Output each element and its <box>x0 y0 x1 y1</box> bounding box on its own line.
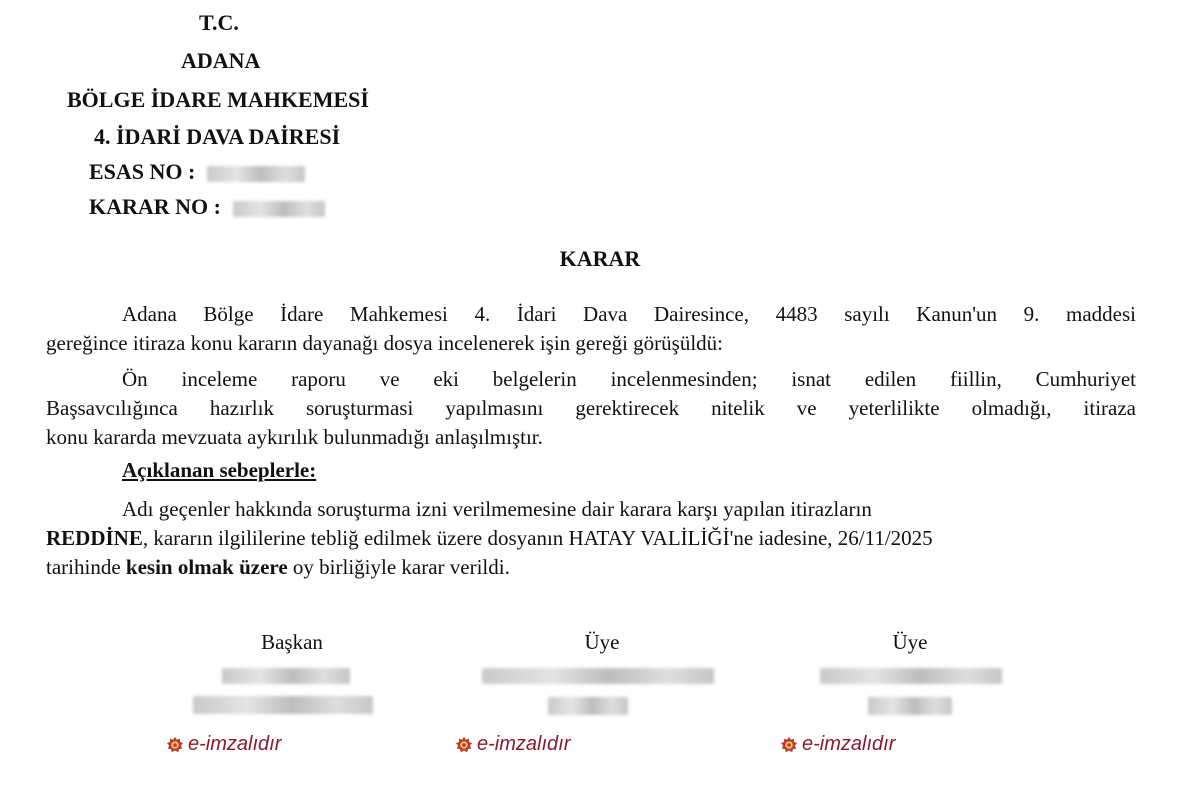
signature-role-president: Başkan <box>261 630 323 654</box>
president-esignature <box>166 733 281 756</box>
reasons-heading: Açıklanan sebeplerle: <box>122 458 317 482</box>
paragraph-3-line-1: Adı geçenler hakkında soruşturma izni verilmemesine dair karara karşı yapılan itirazların <box>122 497 872 521</box>
esas-no-label: ESAS NO : <box>89 159 196 184</box>
rejection-word: REDDİNE <box>46 526 143 550</box>
karar-no-redacted <box>233 201 325 217</box>
esas-no-row <box>89 161 305 183</box>
paragraph-1 <box>46 300 1136 358</box>
paragraph-3-line-3-start: tarihinde <box>46 555 126 579</box>
final-decision-phrase: kesin olmak üzere <box>125 555 288 579</box>
member-1-name-redacted <box>482 668 714 684</box>
member-2-esignature <box>780 733 895 756</box>
paragraph-3-line-2 <box>46 524 1136 553</box>
karar-no-label: KARAR NO : <box>89 194 221 219</box>
paragraph-2-line-1: Ön inceleme raporu ve eki belgelerin incelenmesinden; isnat edilen fiillin, Cumhuriyet <box>122 367 1136 391</box>
esignature-label: e-imzalıdır <box>477 733 571 755</box>
paragraph-2 <box>46 365 1136 452</box>
president-id-redacted <box>193 696 373 714</box>
esignature-label: e-imzalıdır <box>802 733 896 755</box>
seal-icon <box>780 736 798 754</box>
signature-role-member-2: Üye <box>892 630 928 654</box>
signature-role-member-1: Üye <box>584 630 620 654</box>
paragraph-2-line-2: Başsavcılığınca hazırlık soruşturmasi yapılmasını gerektirecek nitelik ve yeterlilikte olmadığı, itiraza <box>46 396 1136 420</box>
header-city: ADANA <box>181 48 261 73</box>
esas-no-redacted <box>207 166 305 182</box>
seal-icon <box>166 736 184 754</box>
document-title: KARAR <box>559 246 641 271</box>
member-1-esignature <box>455 733 570 756</box>
header-tc: T.C. <box>199 10 239 35</box>
president-name-redacted <box>222 668 350 684</box>
member-2-name-redacted <box>820 668 1002 684</box>
paragraph-3-line-3-end: oy birliğiyle karar verildi. <box>287 555 510 579</box>
header-chamber: 4. İDARİ DAVA DAİRESİ <box>94 124 341 149</box>
esignature-label: e-imzalıdır <box>188 733 282 755</box>
karar-no-row <box>89 196 325 218</box>
seal-icon <box>455 736 473 754</box>
paragraph-3 <box>46 495 1136 582</box>
paragraph-3-line-3 <box>46 553 1136 582</box>
paragraph-3-line-2-rest: , kararın ilgililerine tebliğ edilmek üzere dosyanın HATAY VALİLİĞİ'ne iadesine, 26/11/2025 <box>142 526 933 550</box>
paragraph-2-line-3: konu kararda mevzuata aykırılık bulunmadığı anlaşılmıştır. <box>46 425 543 449</box>
paragraph-1-line-1: Adana Bölge İdare Mahkemesi 4. İdari Dava Dairesince, 4483 sayılı Kanun'un 9. maddesi <box>122 302 1136 326</box>
member-2-id-redacted <box>868 697 952 715</box>
paragraph-1-line-2: gereğince itiraza konu kararın dayanağı dosya incelenerek işin gereği görüşüldü: <box>46 331 723 355</box>
header-court: BÖLGE İDARE MAHKEMESİ <box>67 87 369 112</box>
member-1-id-redacted <box>548 697 628 715</box>
